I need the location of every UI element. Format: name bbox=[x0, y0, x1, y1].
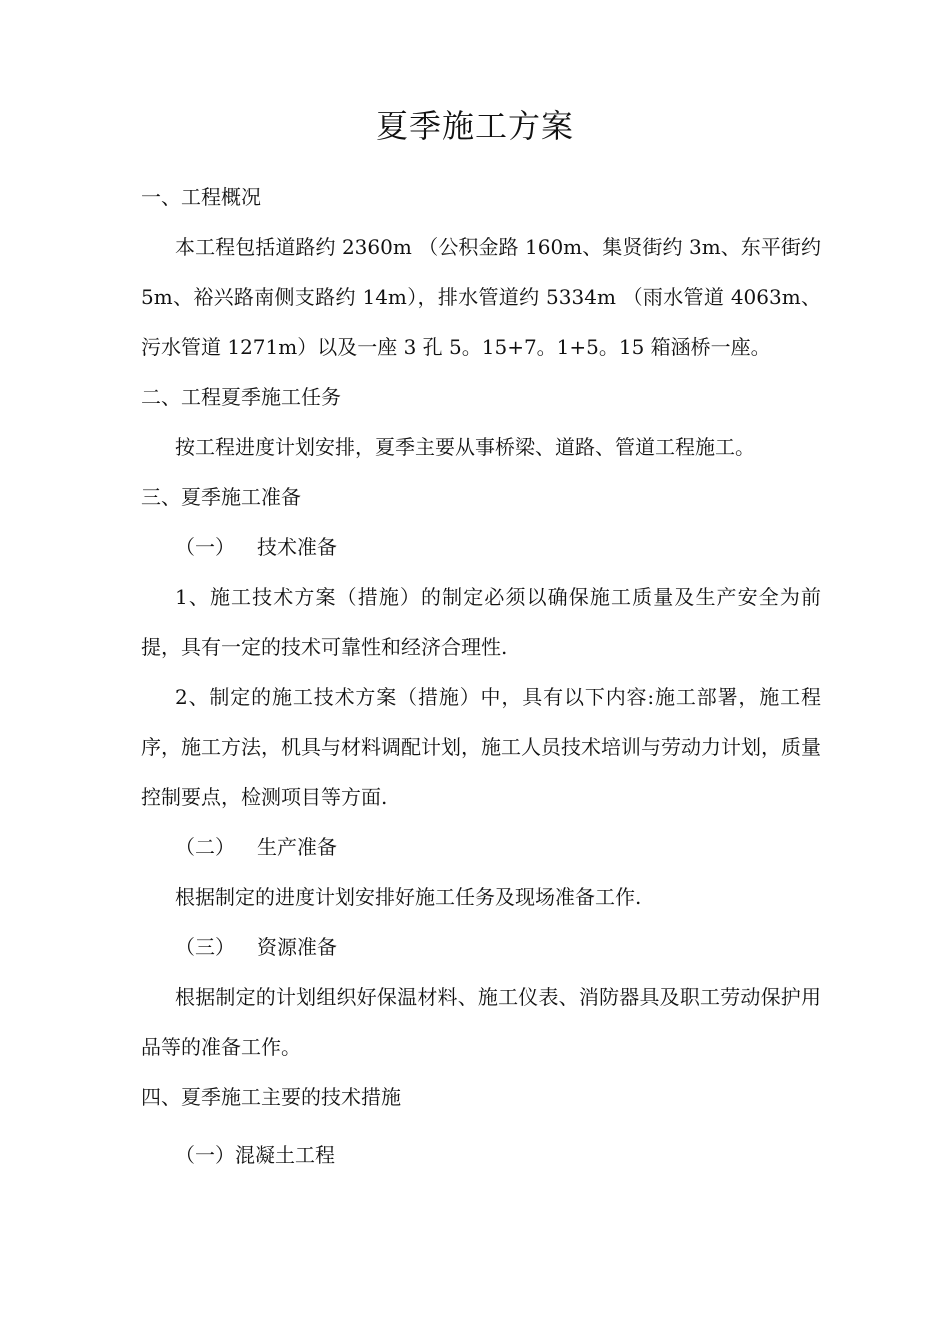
section-heading-4: 四、夏季施工主要的技术措施 bbox=[141, 1085, 401, 1109]
section-heading-1: 一、工程概况 bbox=[141, 185, 261, 209]
subheading-label: 资源准备 bbox=[257, 935, 337, 959]
paragraph-production-prep: 根据制定的进度计划安排好施工任务及现场准备工作. bbox=[175, 885, 642, 909]
paragraph-tech-item-2: 2、制定的施工技术方案（措施）中，具有以下内容:施工部署，施工程序，施工方法，机具与材料调配计划，施工人员技术培训与劳动力计划，质量控制要点，检测项目等方面. bbox=[141, 685, 821, 809]
subheading-technical-prep bbox=[141, 522, 821, 572]
paragraph-resource-prep: 根据制定的计划组织好保温材料、施工仪表、消防器具及职工劳动保护用品等的准备工作。 bbox=[141, 985, 821, 1059]
document-title: 夏季施工方案 bbox=[375, 107, 574, 145]
paragraph-tech-item-1: 1、施工技术方案（措施）的制定必须以确保施工质量及生产安全为前提，具有一定的技术可靠性和经济合理性. bbox=[141, 585, 821, 659]
paragraph-project-overview: 本工程包括道路约 2360m （公积金路 160m、集贤街约 3m、东平街约 5m、裕兴路南侧支路约 14m），排水管道约 5334m （雨水管道 4063m、污水管道 1271m）以及一座 3 孔 5。15+7。1+5。15 箱涵桥一座。 bbox=[141, 235, 821, 359]
subheading-number: （一） bbox=[175, 535, 235, 559]
paragraph-summer-tasks: 按工程进度计划安排，夏季主要从事桥梁、道路、管道工程施工。 bbox=[175, 435, 755, 459]
subheading-number: （三） bbox=[175, 935, 235, 959]
subheading-number: （二） bbox=[175, 835, 235, 859]
document-body bbox=[141, 172, 821, 1180]
subheading-label: 生产准备 bbox=[257, 835, 337, 859]
section-heading-3: 三、夏季施工准备 bbox=[141, 485, 301, 509]
section-heading-2: 二、工程夏季施工任务 bbox=[141, 385, 341, 409]
subheading-production-prep bbox=[141, 822, 821, 872]
subheading-resource-prep bbox=[141, 922, 821, 972]
subheading-label: 技术准备 bbox=[257, 535, 337, 559]
subheading-concrete-works: （一）混凝土工程 bbox=[175, 1143, 335, 1167]
